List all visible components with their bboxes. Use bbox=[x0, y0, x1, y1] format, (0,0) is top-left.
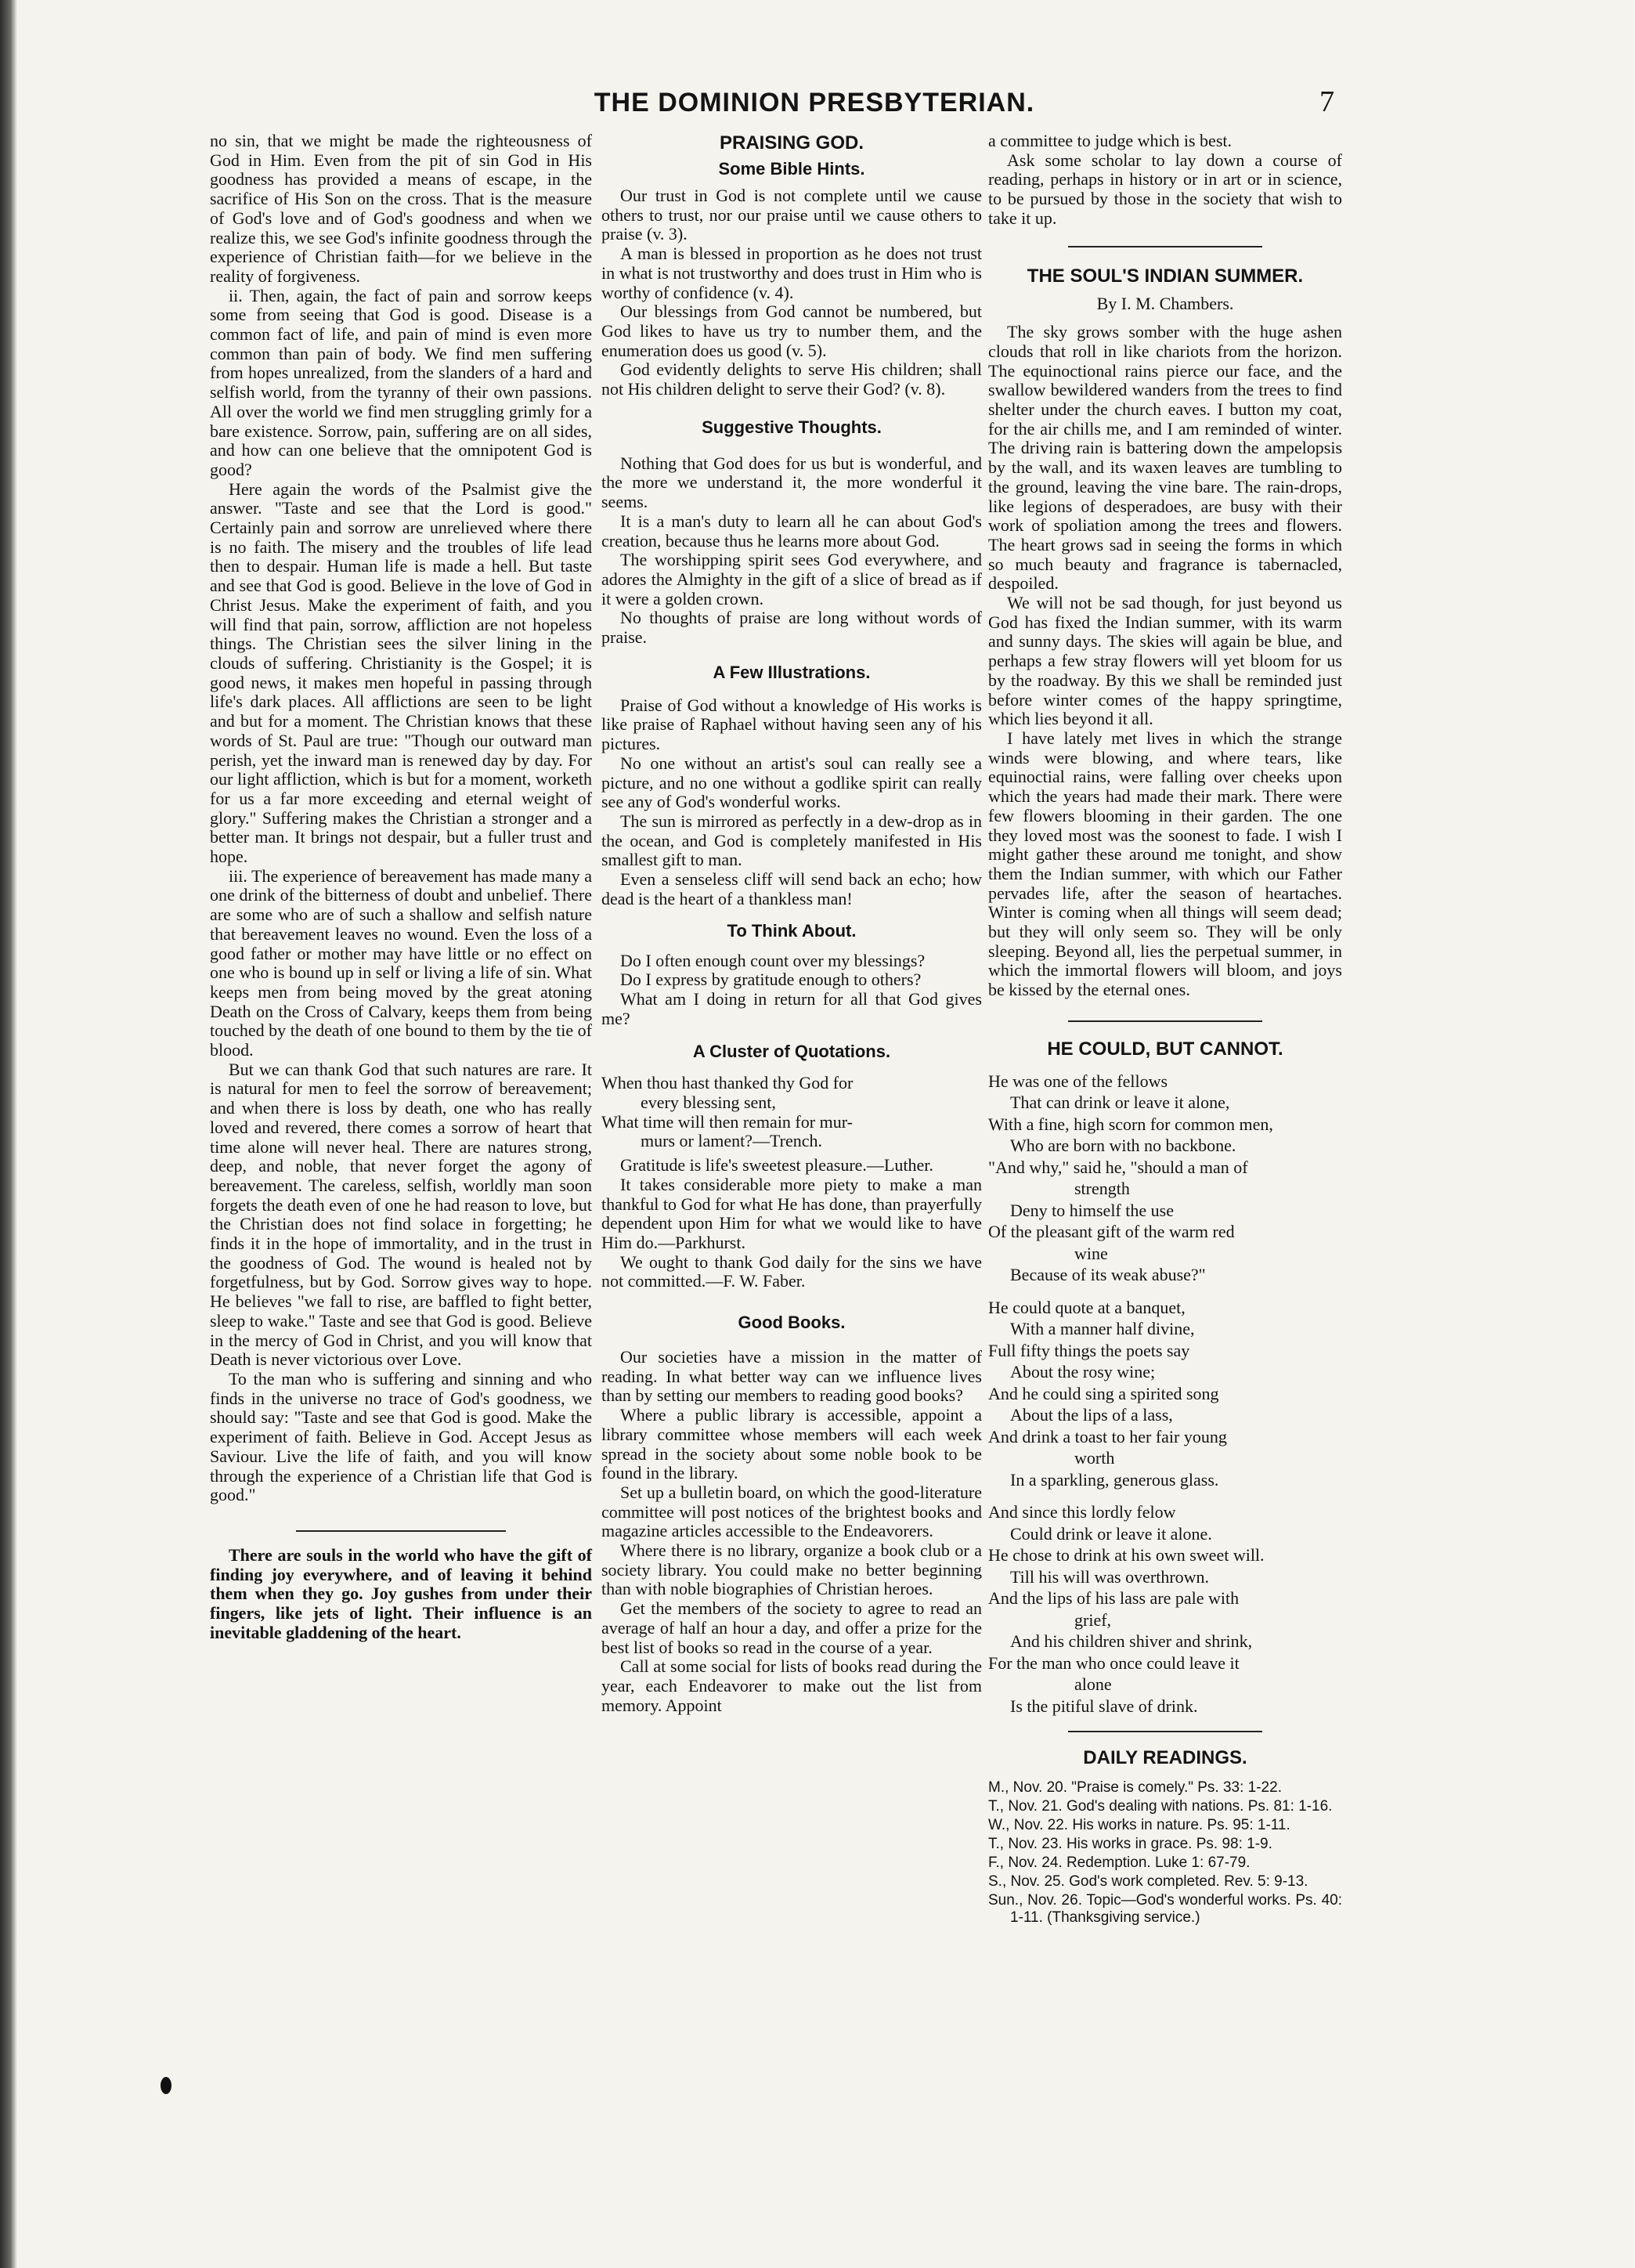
poem-line: Deny to himself the use bbox=[1010, 1200, 1174, 1220]
heading-quotations: A Cluster of Quotations. bbox=[692, 1042, 891, 1062]
books-paragraph: Set up a bulletin board, on which the good-literature committee will post notices of the brightest books and magazine articles accessible to the Endeavorers. bbox=[601, 1482, 982, 1541]
quote-paragraph: We ought to thank God daily for the sins we have not committed.—F. W. Faber. bbox=[601, 1251, 982, 1291]
thought-paragraph: Nothing that God does for us but is wonderful, and the more we understand it, the more wonderful it seems. bbox=[601, 453, 982, 512]
books-paragraph: Where there is no library, organize a book club or a society library. You could make no better beginning than with noble biographies of Christian heroes. bbox=[601, 1540, 982, 1599]
reading-item: T., Nov. 23. His works in grace. Ps. 98: 1-9. bbox=[988, 1836, 1272, 1853]
verse-line: murs or lament?—Trench. bbox=[641, 1131, 822, 1151]
hint-paragraph: Our trust in God is not complete until we cause others to trust, nor our praise until we cause others to praise (v. 3). bbox=[601, 186, 982, 244]
poem-stanza bbox=[988, 1501, 1342, 1717]
reading-item: F., Nov. 24. Redemption. Luke 1: 67-79. bbox=[988, 1854, 1251, 1872]
poem-line: "And why," said he, "should a man of bbox=[988, 1157, 1248, 1177]
quoted-verse bbox=[601, 1074, 982, 1151]
poem-line: Of the pleasant gift of the warm red bbox=[988, 1222, 1235, 1242]
poem-line: Because of its weak abuse?" bbox=[1010, 1265, 1206, 1285]
closing-paragraph: There are souls in the world who have the gift of finding joy everywhere, and of leaving it behind them when they go. Joy gushes from under their fingers, like jets of light. Their influence is an inevitable gladdening of the heart. bbox=[210, 1544, 592, 1642]
article-paragraph: no sin, that we might be made the righteousness of God in Him. Even from the pit of sin God in His goodness has provided a means of escape, in the sacrifice of His Son on the cross. That is the measure of God's love and of God's goodness and when we realize this, we see God's infinite goodness through the experience of Christian faith—for we believe in the reality of forgiveness. bbox=[210, 131, 592, 286]
column-divider bbox=[296, 1530, 506, 1532]
reading-item: Sun., Nov. 26. Topic—God's wonderful works. Ps. 40: 1-11. (Thanksgiving service.) bbox=[988, 1892, 1342, 1927]
heading-good-books: Good Books. bbox=[738, 1313, 846, 1333]
reading-item: S., Nov. 25. God's work completed. Rev. 5: 9-13. bbox=[988, 1873, 1308, 1891]
article-paragraph: We will not be sad though, for just beyond us God has fixed the Indian summer, with its warm and sunny days. The skies will again be blue, and perhaps a few stray flowers will yet bloom for us by the roadway. By this we shall be reminded just before winter comes of the happy springtime, which lies beyond it all. bbox=[988, 593, 1342, 729]
poem-stanza bbox=[988, 1071, 1342, 1286]
article-paragraph: iii. The experience of bereavement has made many a one drink of the bitterness of doubt and unbelief. There are some who are of such a shallow and selfish nature that bereavement leaves no wound. Even the loss of a good father or mother may have little or no effect on one who is bound up in self or living a life of sin. What keeps men from being moved by the great atoning Death on the Cross of Calvary, keeps them from being touched by the death of one bound to them by the tie of blood. bbox=[210, 865, 592, 1060]
poem-line: Who are born with no backbone. bbox=[1010, 1136, 1236, 1156]
illustration-paragraph: The sun is mirrored as perfectly in a dew-drop as in the ocean, and God is completely manifested in His smallest gift to man. bbox=[601, 811, 982, 870]
hint-paragraph: God evidently delights to serve His children; shall not His children delight to serve their God? (v. 8). bbox=[601, 359, 982, 399]
poem-line: About the rosy wine; bbox=[1010, 1362, 1156, 1382]
poem-line: In a sparkling, generous glass. bbox=[1010, 1469, 1219, 1490]
verse-line: What time will then remain for mur- bbox=[601, 1111, 853, 1132]
poem-title: HE COULD, BUT CANNOT. bbox=[1047, 1038, 1283, 1060]
think-paragraph: What am I doing in return for all that God gives me? bbox=[601, 988, 982, 1028]
books-paragraph: Our societies have a mission in the matter of reading. In what better way can we influence lives than by setting our members to reading good books? bbox=[601, 1347, 982, 1406]
page-binding-edge bbox=[0, 0, 17, 2268]
poem-line: About the lips of a lass, bbox=[1010, 1405, 1173, 1425]
books-paragraph: Get the members of the society to agree to read an average of half an hour a day, and offer a prize for the best list of books so read in the course of a year. bbox=[601, 1598, 982, 1657]
article-paragraph: I have lately met lives in which the strange winds were blowing, and where tears, like equinoctial rains, were falling over cheeks upon which the years had made their mark. There were few flowers blooming in their garden. The one they loved most was the soonest to fade. I wish I might gather these around me tonight, and show them the Indian summer, with which our Father pervades life, after the season of heartaches. Winter is coming when all things will seem dead; but they will only seem so. They will be only sleeping. Beyond all, lies the perpetual summer, in which the immortal flowers will bloom, and joys be kissed by the eternal ones. bbox=[988, 728, 1342, 1000]
hint-paragraph: Our blessings from God cannot be numbered, but God likes to have us try to number them, and the enumeration does us good (v. 5). bbox=[601, 302, 982, 360]
poem-line: Is the pitiful slave of drink. bbox=[1010, 1696, 1198, 1716]
poem-stanza bbox=[988, 1297, 1342, 1491]
poem-line: He was one of the fellows bbox=[988, 1071, 1168, 1091]
poem-line: With a fine, high scorn for common men, bbox=[988, 1114, 1273, 1134]
think-paragraph: Do I express by gratitude enough to others? bbox=[620, 970, 922, 990]
books-paragraph: Where a public library is accessible, appoint a library committee whose members will each week spread in the society about some noble book to be found in the library. bbox=[601, 1405, 982, 1483]
quote-paragraph: It takes considerable more piety to make a man thankful to God for what He has done, than prayerfully dependent upon Him for what we would like to have Him do.—Parkhurst. bbox=[601, 1174, 982, 1252]
article-title-indian-summer: THE SOUL'S INDIAN SUMMER. bbox=[1027, 265, 1304, 287]
page-number: 7 bbox=[1319, 85, 1334, 118]
books-paragraph: Call at some social for lists of books read during the year, each Endeavorer to make out the list from memory. Appoint bbox=[601, 1656, 982, 1715]
continued-paragraph: Ask some scholar to lay down a course of reading, perhaps in history or in art or in science, to be pursued by those in the society that wish to take it up. bbox=[988, 150, 1342, 228]
quote-paragraph: Gratitude is life's sweetest pleasure.—Luther. bbox=[620, 1155, 933, 1176]
poem-line: grief, bbox=[1074, 1609, 1112, 1630]
poem-line: worth bbox=[1074, 1448, 1115, 1468]
article-paragraph: Here again the words of the Psalmist give the answer. "Taste and see that the Lord is good." Certainly pain and sorrow are unrelieved where there is no faith. The misery and the troubles of life lead then to despair. Human life is made a hell. But taste and see that God is good. Believe in the love of God in Christ Jesus. Make the experiment of faith, and you will find that pain, sorrow, affliction are not hopeless things. The Christian sees the silver lining in the clouds of suffering. Christianity is the Gospel; it is good news, it makes men hopeful in passing through life's dark places. All afflictions are seen to be light and but for a moment. The Christian knows that these words of St. Paul are true: "Though our outward man perish, yet the inward man is renewed day by day. For our light affliction, which is but for a moment, worketh for us a far more exceeding and eternal weight of glory." Suffering makes the Christian a stronger and a better man. It brings not despair, but a fuller trust and hope. bbox=[210, 479, 592, 867]
heading-illustrations: A Few Illustrations. bbox=[713, 662, 871, 682]
poem-line: And he could sing a spirited song bbox=[988, 1383, 1219, 1403]
poem-line: wine bbox=[1074, 1243, 1108, 1263]
reading-item: W., Nov. 22. His works in nature. Ps. 95: 1-11. bbox=[988, 1817, 1290, 1834]
verse-line: When thou hast thanked thy God for bbox=[601, 1073, 854, 1093]
poem-line: He chose to drink at his own sweet will. bbox=[988, 1545, 1265, 1566]
thought-paragraph: It is a man's duty to learn all he can about God's creation, because thus he learns more about God. bbox=[601, 511, 982, 551]
thought-paragraph: The worshipping spirit sees God everywhere, and adores the Almighty in the gift of a slice of bread as if it were a golden crown. bbox=[601, 550, 982, 609]
right-column bbox=[988, 132, 1342, 1928]
ink-blot bbox=[161, 2077, 171, 2094]
poem-line: Could drink or leave it alone. bbox=[1010, 1523, 1212, 1544]
heading-think-about: To Think About. bbox=[727, 920, 857, 941]
daily-readings-list bbox=[988, 1779, 1342, 1927]
reading-item: M., Nov. 20. "Praise is comely." Ps. 33: 1-22. bbox=[988, 1779, 1282, 1797]
daily-readings-title: DAILY READINGS. bbox=[1083, 1747, 1247, 1769]
think-paragraph: Do I often enough count over my blessings? bbox=[620, 950, 926, 970]
poem-line: And the lips of his lass are pale with bbox=[988, 1588, 1240, 1609]
section-title-praising-god: PRAISING GOD. bbox=[719, 132, 864, 153]
poem-line: And his children shiver and shrink, bbox=[1010, 1631, 1253, 1652]
poem bbox=[988, 1071, 1342, 1717]
masthead: THE DOMINION PRESBYTERIAN. bbox=[594, 88, 1035, 117]
poem-line: Full fifty things the poets say bbox=[988, 1340, 1190, 1360]
poem-line: With a manner half divine, bbox=[1010, 1319, 1195, 1339]
poem-line: Till his will was overthrown. bbox=[1010, 1566, 1210, 1587]
article-paragraph: ii. Then, again, the fact of pain and sorrow keeps some from seeing that God is good. Disease is a common fact of life, and pain of mind is even more common than pain of body. We find men suffering from hopes unrealized, from the slanders of a hard and selfish world, from the tyranny of their own passions. All over the world we find men struggling grimly for a bare existence. Sorrow, pain, suffering are on all sides, and how can one believe that the omnipotent God is good? bbox=[210, 285, 592, 479]
illustration-paragraph: Praise of God without a knowledge of His works is like praise of Raphael without having seen any of his pictures. bbox=[601, 695, 982, 754]
article-paragraph: To the man who is suffering and sinning and who finds in the universe no trace of God's goodness, we should say: "Taste and see that God is good. Make the experiment of faith. Believe in God. Accept Jesus as Saviour. Live the life of faith, and you will know through the experience of a Christian life that God is good." bbox=[210, 1369, 592, 1505]
article-byline: By I. M. Chambers. bbox=[1096, 293, 1234, 313]
heading-suggestive-thoughts: Suggestive Thoughts. bbox=[702, 417, 882, 437]
left-column bbox=[210, 132, 592, 1642]
poem-line: strength bbox=[1074, 1179, 1130, 1199]
reading-item: T., Nov. 21. God's dealing with nations. Ps. 81: 1-16. bbox=[988, 1798, 1333, 1815]
closing-note bbox=[210, 1546, 592, 1643]
column-divider bbox=[1068, 1020, 1263, 1022]
verse-line: every blessing sent, bbox=[641, 1092, 776, 1113]
poem-line: He could quote at a banquet, bbox=[988, 1297, 1186, 1317]
hint-paragraph: A man is blessed in proportion as he does not trust in what is not trustworthy and does trust in Him who is worthy of confidence (v. 4). bbox=[601, 244, 982, 302]
heading-bible-hints: Some Bible Hints. bbox=[718, 159, 865, 179]
illustration-paragraph: No one without an artist's soul can really see a picture, and no one without a godlike spirit can really see any of God's wonderful works. bbox=[601, 753, 982, 812]
poem-line: That can drink or leave it alone, bbox=[1010, 1092, 1230, 1113]
continued-paragraph: a committee to judge which is best. bbox=[988, 131, 1232, 150]
column-divider bbox=[1068, 246, 1263, 247]
poem-line: For the man who once could leave it bbox=[988, 1652, 1240, 1673]
column-divider bbox=[1068, 1731, 1263, 1732]
poem-line: And drink a toast to her fair young bbox=[988, 1426, 1227, 1446]
article-paragraph: But we can thank God that such natures are rare. It is natural for men to feel the sorrow of bereavement; and when there is loss by death, one who has really loved and revered, there comes a sorrow of heart that time alone will never heal. There are natures strong, deep, and noble, that never forget the agony of bereavement. The careless, selfish, worldly man soon forgets the death even of one he had reason to love, but the Christian does not find solace in forgetting; he finds it in the hope of immortality, and in the trust in the goodness of God. The wound is healed not by forgetfulness, but by God. Sorrow gives way to hope. He believes "we fall to rise, are baffled to fight better, sleep to wake." Taste and see that God is good. Believe in the mercy of God in Christ, and you will know that Death is never victorious over Love. bbox=[210, 1059, 592, 1370]
poem-line: alone bbox=[1074, 1674, 1112, 1695]
illustration-paragraph: Even a senseless cliff will send back an echo; how dead is the heart of a thankless man! bbox=[601, 869, 982, 908]
article-paragraph: The sky grows somber with the huge ashen clouds that roll in like chariots from the horizon. The equinoctional rains pierce our face, and the swallow bewildered wanders from the trees to find shelter under the church eaves. I button my coat, for the air chills me, and I am reminded of winter. The driving rain is battering down the ampelopsis by the wall, and its waxen leaves are tumbling to the ground, leaving the vine bare. The rain-drops, like legions of desperadoes, are busy with their work of spoliation among the trees and flowers. The heart grows sad in seeing the forms in which so much beauty and fragrance is tabernacled, despoiled. bbox=[988, 322, 1342, 594]
thought-paragraph: No thoughts of praise are long without words of praise. bbox=[601, 608, 982, 648]
poem-line: And since this lordly felow bbox=[988, 1502, 1176, 1522]
middle-column bbox=[601, 132, 982, 1715]
